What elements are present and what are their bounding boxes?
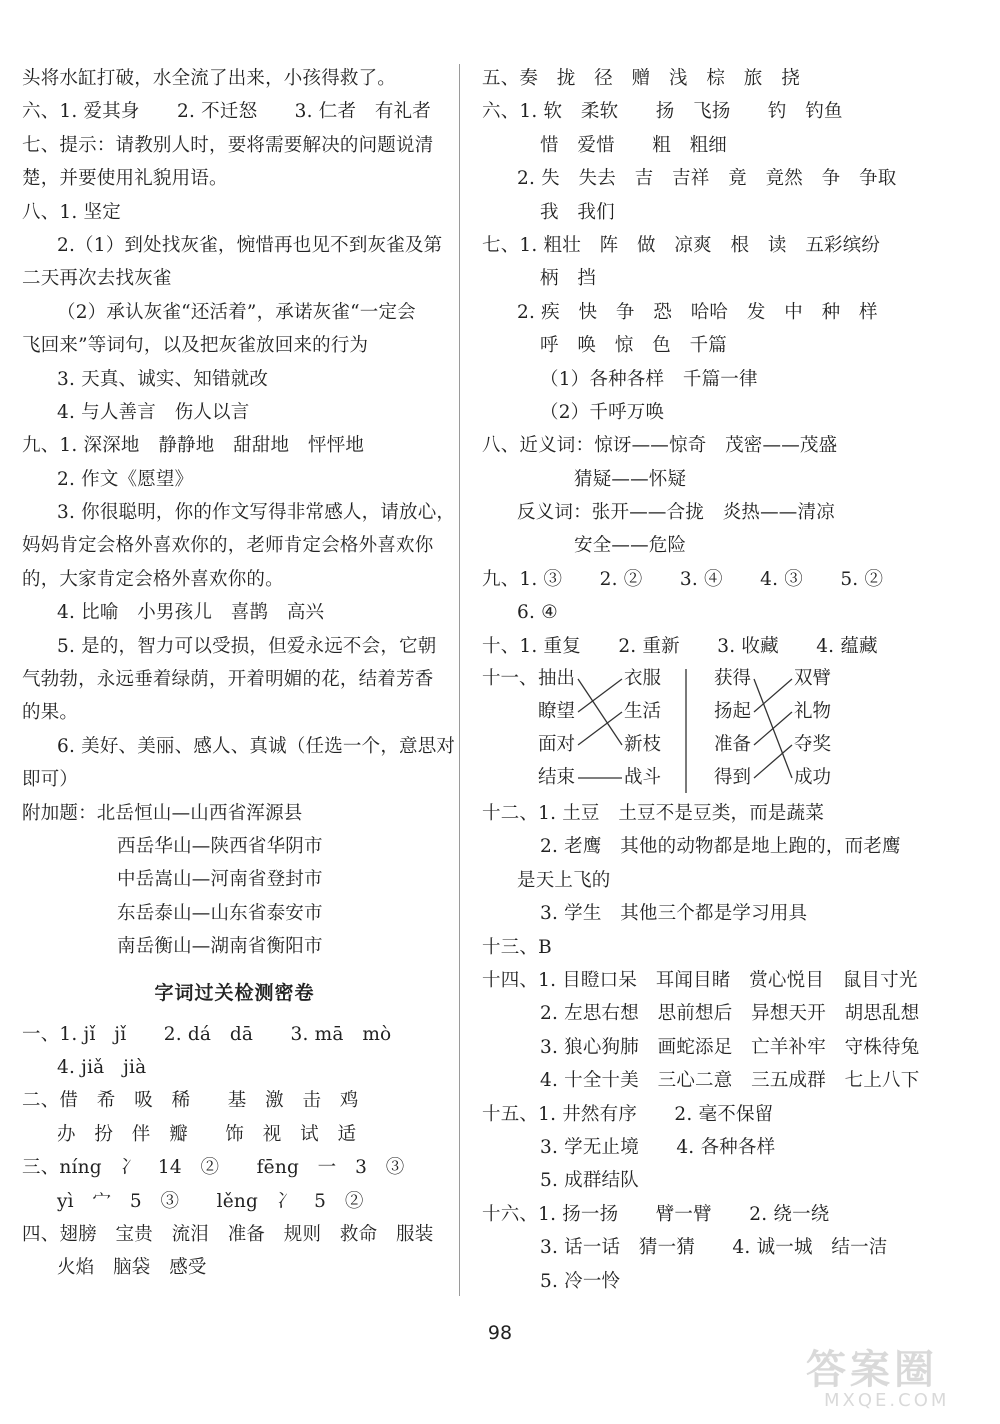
text-line: 呼 唤 惊 色 千篇 [540, 335, 728, 357]
text-line: 三、níng 冫 14 ② fēng 一 3 ③ [22, 1157, 405, 1179]
text-line: 六、1. 爱其身 2. 不迁怒 3. 仁者 有礼者 [22, 101, 431, 123]
text-line: 2. 老鹰 其他的动物都是地上跑的，而老鹰 [540, 836, 901, 858]
text-line: 3. 狼心狗肺 画蛇添足 亡羊补牢 守株待兔 [540, 1036, 920, 1058]
match-right-word: 夺奖 [794, 734, 832, 756]
text-line: 3. 话一话 猜一猜 4. 诚一城 结一洁 [540, 1237, 888, 1259]
text-line: 4. 比喻 小男孩儿 喜鹊 高兴 [57, 602, 325, 624]
text-line: 猜疑——怀疑 [574, 468, 687, 490]
text-line: 十五、1. 井然有序 2. 毫不保留 [482, 1103, 774, 1125]
text-line: 西岳华山—陕西省华阴市 [117, 835, 323, 857]
text-line: 我 我们 [540, 201, 615, 223]
text-line: 的果。 [22, 702, 79, 724]
text-line: 南岳衡山—湖南省衡阳市 [117, 936, 323, 958]
match-right-word: 礼物 [794, 701, 832, 723]
text-line: 十、1. 重复 2. 重新 3. 收藏 4. 蕴藏 [482, 635, 878, 657]
text-line: 五、奏 拢 径 赠 浅 棕 旅 挠 [482, 68, 800, 89]
text-line: 十三、B [482, 936, 552, 958]
text-line: 2. 失 失去 吉 吉祥 竟 竟然 争 争取 [517, 168, 897, 190]
left-column [22, 62, 456, 1285]
text-line: （2）承认灰雀“还活着”，承诺灰雀“一定会 [57, 301, 416, 323]
text-line: 妈妈肯定会格外喜欢你的，老师肯定会格外喜欢你 [22, 535, 434, 557]
text-line: 九、1. 深深地 静静地 甜甜地 怦怦地 [22, 435, 365, 457]
text-line: 柄 挡 [540, 268, 597, 290]
text-line: 十四、1. 目瞪口呆 耳闻目睹 赏心悦目 鼠目寸光 [482, 969, 918, 991]
match-left-word: 获得 [714, 668, 752, 690]
match-left-word: 扬起 [714, 701, 752, 723]
match-right-word: 战斗 [624, 767, 662, 789]
text-line: 八、1. 坚定 [22, 201, 121, 223]
text-line: 七、提示：请教别人时，要将需要解决的问题说清 [22, 134, 434, 156]
text-line: 5. 成群结队 [540, 1170, 639, 1192]
match-left-word: 抽出 [538, 668, 576, 690]
text-line: 火焰 脑袋 感受 [57, 1257, 207, 1279]
matching-exercise [482, 663, 982, 797]
text-line: 是天上飞的 [517, 869, 611, 891]
text-line: 即可） [22, 769, 79, 791]
text-line: 头将水缸打破，水全流了出来，小孩得救了。 [22, 68, 397, 89]
text-line: （2）千呼万唤 [540, 401, 665, 423]
text-line: 二天再次去找灰雀 [22, 268, 172, 290]
text-line: 5. 冷一怜 [540, 1270, 621, 1292]
text-line: 办 扮 伴 瓣 饰 视 试 适 [57, 1123, 357, 1145]
text-line: 八、近义词：惊讶——惊奇 茂密——茂盛 [482, 435, 838, 457]
right-column [482, 62, 982, 1298]
text-line: 2. 疾 快 争 恐 哈哈 发 中 种 样 [517, 301, 878, 323]
match-right-word: 双臂 [794, 668, 832, 690]
watermark-logo [806, 1338, 984, 1416]
text-line: 附加题：北岳恒山—山西省浑源县 [22, 802, 303, 824]
text-line: 十六、1. 扬一扬 臂一臂 2. 绕一绕 [482, 1203, 830, 1225]
text-line: 四、翅膀 宝贵 流泪 准备 规则 救命 服装 [22, 1223, 434, 1245]
match-left-word: 面对 [538, 734, 576, 756]
text-line: 3. 学生 其他三个都是学习用具 [540, 903, 808, 925]
match-label: 十一、 [482, 668, 538, 690]
text-line: 一、1. jǐ jǐ 2. dá dā 3. mā mò [22, 1023, 392, 1045]
text-line: 3. 你很聪明，你的作文写得非常感人，请放心， [57, 502, 456, 524]
match-right-word: 成功 [794, 767, 832, 789]
column-divider [459, 64, 460, 1296]
text-line: 中岳嵩山—河南省登封市 [117, 869, 323, 891]
text-line: （1）各种各样 千篇一律 [540, 368, 758, 390]
text-line: 二、借 希 吸 稀 基 激 击 鸡 [22, 1090, 359, 1112]
text-line: 六、1. 软 柔软 扬 飞扬 钓 钓鱼 [482, 101, 843, 123]
text-line: 6. ④ [517, 602, 558, 624]
match-right-word: 衣服 [624, 668, 662, 690]
text-line: 气勃勃，永远垂着绿荫，开着明媚的花，结着芳香 [22, 669, 434, 691]
page-number: 98 [487, 1322, 513, 1344]
text-line: 九、1. ③ 2. ② 3. ④ 4. ③ 5. ② [482, 568, 884, 590]
match-right-word: 生活 [624, 701, 662, 723]
text-line: 4. 十全十美 三心二意 三五成群 七上八下 [540, 1070, 920, 1092]
text-line: 6. 美好、美丽、感人、真诚（任选一个，意思对 [57, 735, 456, 757]
matching-lines [482, 663, 882, 797]
text-line: yì 宀 5 ③ lěng 冫 5 ② [57, 1190, 364, 1212]
match-left-word: 得到 [714, 767, 752, 789]
match-right-word: 新枝 [624, 734, 662, 756]
text-line: 七、1. 粗壮 阵 做 凉爽 根 读 五彩缤纷 [482, 234, 881, 256]
watermark-top-text: 答案圈 [806, 1347, 938, 1393]
text-line: 十二、1. 土豆 土豆不是豆类，而是蔬菜 [482, 803, 825, 825]
text-line: 的，大家肯定会格外喜欢你的。 [22, 568, 284, 590]
text-line: 2.（1）到处找灰雀，惋惜再也见不到灰雀及第 [57, 234, 443, 256]
text-line: 楚，并要使用礼貌用语。 [22, 168, 228, 190]
text-line: 2. 作文《愿望》 [57, 468, 194, 490]
match-left-word: 结束 [538, 767, 576, 789]
text-line: 5. 是的，智力可以受损，但爱永远不会，它朝 [57, 635, 437, 657]
text-line: 3. 学无止境 4. 各种各样 [540, 1136, 776, 1158]
text-line: 惜 爱惜 粗 粗细 [540, 134, 728, 156]
text-line: 4. 与人善言 伤人以言 [57, 401, 250, 423]
match-left-word: 瞭望 [538, 701, 576, 723]
match-left-word: 准备 [714, 734, 752, 756]
text-line: 反义词：张开——合拢 炎热——清凉 [517, 502, 835, 524]
text-line: 东岳泰山—山东省泰安市 [117, 902, 323, 924]
text-line: 2. 左思右想 思前想后 异想天开 胡思乱想 [540, 1003, 920, 1025]
watermark-bottom-text: MXQE.COM [824, 1390, 950, 1411]
text-line: 4. jiǎ jià [57, 1056, 147, 1078]
text-line: 3. 天真、诚实、知错就改 [57, 368, 269, 390]
section-title: 字词过关检测密卷 [154, 981, 315, 1004]
text-line: 安全——危险 [574, 535, 687, 557]
text-line: 飞回来”等词句，以及把灰雀放回来的行为 [22, 335, 369, 357]
